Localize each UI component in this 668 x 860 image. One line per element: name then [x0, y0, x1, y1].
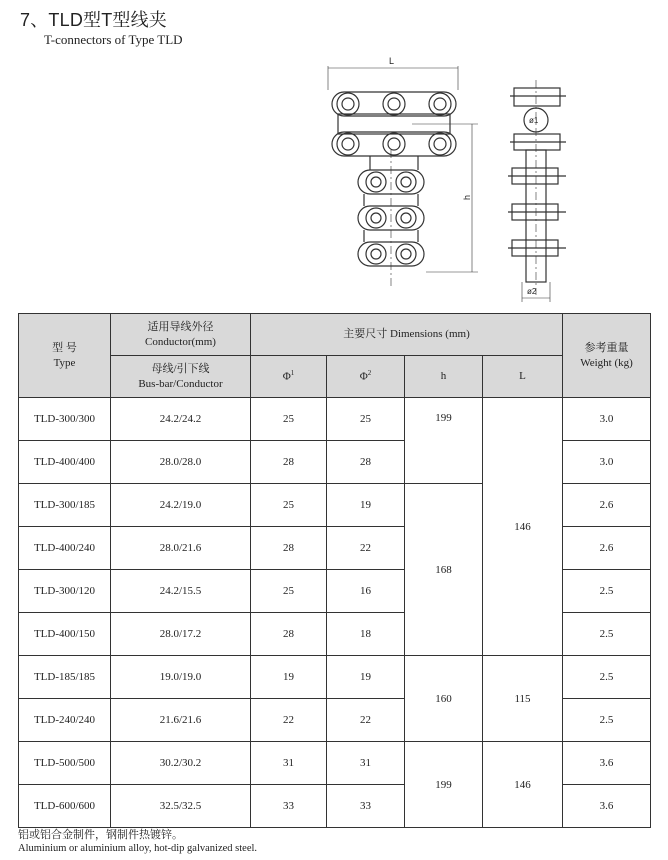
cell-type: TLD-300/300 [19, 398, 111, 441]
cell-h: 168 [405, 484, 483, 656]
page-subtitle: T-connectors of Type TLD [44, 32, 183, 47]
page-title: 7、TLD型T型线夹 [20, 10, 168, 30]
header-dimensions: 主要尺寸 Dimensions (mm) [251, 314, 563, 356]
cell-phi1: 28 [251, 441, 327, 484]
cell-type: TLD-240/240 [19, 699, 111, 742]
cell-h: 199 [405, 398, 483, 484]
cell-phi2: 19 [327, 656, 405, 699]
cell-type: TLD-400/240 [19, 527, 111, 570]
cell-phi1: 25 [251, 398, 327, 441]
cell-weight: 3.0 [563, 398, 651, 441]
cell-conductor: 32.5/32.5 [111, 785, 251, 828]
cell-phi2: 16 [327, 570, 405, 613]
cell-phi2: 25 [327, 398, 405, 441]
label-h: h [462, 194, 472, 200]
cell-type: TLD-400/150 [19, 613, 111, 656]
label-phi2: ø2 [527, 287, 537, 296]
header-phi1: $\Phi^1$ [251, 356, 327, 398]
cell-conductor: 19.0/19.0 [111, 656, 251, 699]
cell-type: TLD-500/500 [19, 742, 111, 785]
cell-phi1: 33 [251, 785, 327, 828]
cell-phi2: 19 [327, 484, 405, 527]
cell-conductor: 24.2/24.2 [111, 398, 251, 441]
table-row [19, 742, 651, 785]
header-L: L [483, 356, 563, 398]
label-phi1: ø1 [529, 116, 539, 125]
material-note-en: Aluminium or aluminium alloy, hot-dip galvanized steel. [18, 843, 258, 854]
cell-weight: 2.5 [563, 656, 651, 699]
cell-weight: 2.6 [563, 484, 651, 527]
cell-conductor: 28.0/17.2 [111, 613, 251, 656]
cell-weight: 2.5 [563, 699, 651, 742]
cell-conductor: 28.0/21.6 [111, 527, 251, 570]
cell-weight: 3.0 [563, 441, 651, 484]
header-busbar: 母线/引下线 Bus-bar/Conductor [111, 356, 251, 398]
cell-conductor: 21.6/21.6 [111, 699, 251, 742]
cell-h: 199 [405, 742, 483, 828]
cell-phi1: 19 [251, 656, 327, 699]
cell-phi2: 33 [327, 785, 405, 828]
cell-phi2: 22 [327, 527, 405, 570]
cell-weight: 3.6 [563, 785, 651, 828]
cell-type: TLD-300/185 [19, 484, 111, 527]
cell-type: TLD-300/120 [19, 570, 111, 613]
cell-L: 146 [483, 742, 563, 828]
material-note-zh: 铝或铝合金制件，钢制件热镀锌。 [18, 829, 183, 841]
header-type: 型 号 Type [19, 314, 111, 398]
header-h: h [405, 356, 483, 398]
header-conductor: 适用导线外径 Conductor(mm) [111, 314, 251, 356]
cell-weight: 3.6 [563, 742, 651, 785]
cell-conductor: 30.2/30.2 [111, 742, 251, 785]
connector-drawing [300, 50, 590, 305]
header-weight: 参考重量 Weight (kg) [563, 314, 651, 398]
cell-phi2: 18 [327, 613, 405, 656]
cell-h: 160 [405, 656, 483, 742]
cell-phi2: 22 [327, 699, 405, 742]
cell-phi1: 25 [251, 570, 327, 613]
header-phi2: $\Phi^2$ [327, 356, 405, 398]
cell-weight: 2.5 [563, 570, 651, 613]
cell-weight: 2.6 [563, 527, 651, 570]
spec-table [18, 313, 651, 828]
cell-phi1: 28 [251, 527, 327, 570]
cell-L: 146 [483, 398, 563, 656]
table-row [19, 398, 651, 441]
cell-type: TLD-600/600 [19, 785, 111, 828]
cell-type: TLD-185/185 [19, 656, 111, 699]
cell-conductor: 28.0/28.0 [111, 441, 251, 484]
cell-phi1: 22 [251, 699, 327, 742]
cell-phi2: 31 [327, 742, 405, 785]
cell-phi1: 31 [251, 742, 327, 785]
cell-conductor: 24.2/15.5 [111, 570, 251, 613]
cell-conductor: 24.2/19.0 [111, 484, 251, 527]
cell-weight: 2.5 [563, 613, 651, 656]
cell-phi1: 28 [251, 613, 327, 656]
label-L: L [389, 56, 395, 66]
cell-type: TLD-400/400 [19, 441, 111, 484]
table-row [19, 656, 651, 699]
cell-phi2: 28 [327, 441, 405, 484]
cell-phi1: 25 [251, 484, 327, 527]
cell-L: 115 [483, 656, 563, 742]
